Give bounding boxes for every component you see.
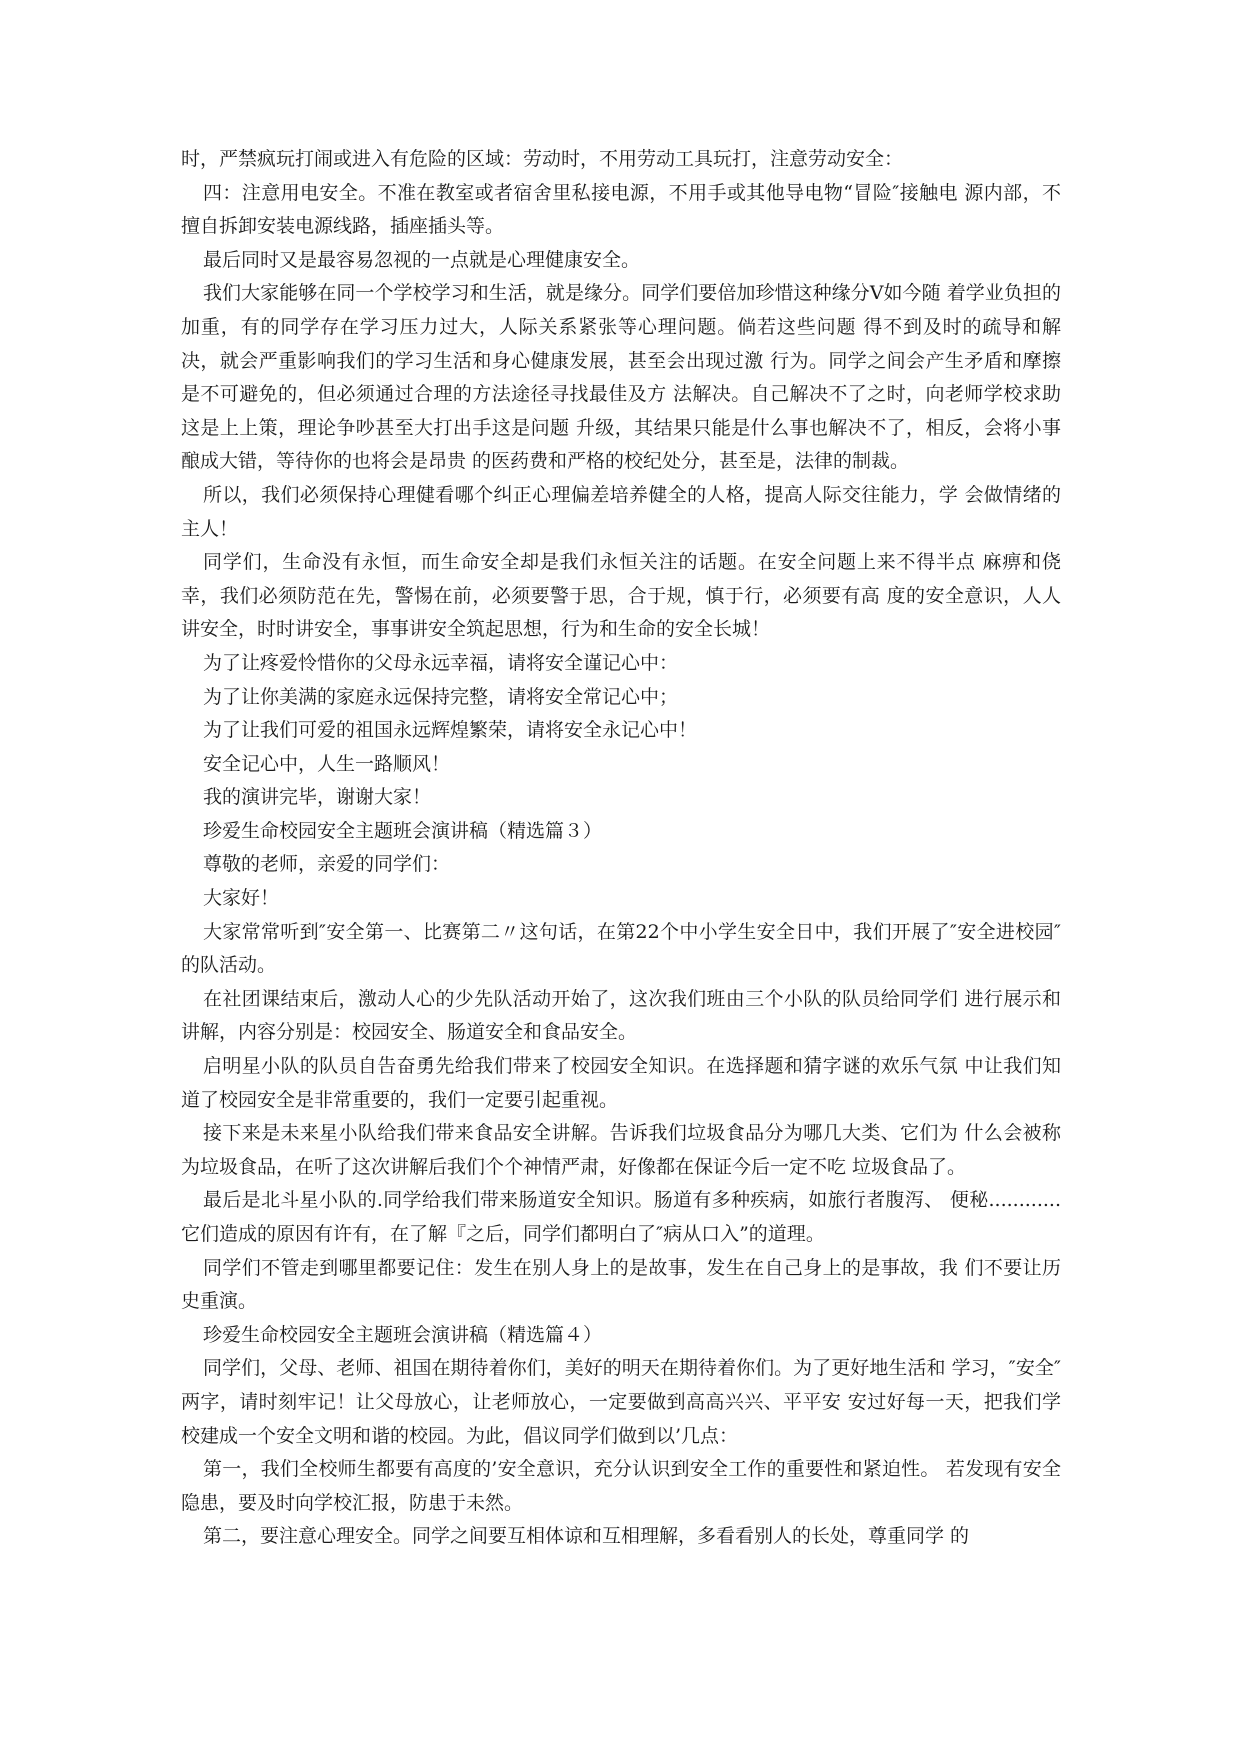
greeting: 大家好！ xyxy=(203,887,280,910)
paragraph: 同学们，生命没有永恒，而生命安全却是我们永恒关注的话题。在安全问题上来不得半点 麻痹和侥幸，我们必须防范在先，警惕在前，必须要警于思，合于规，慎于行，必须要有高 度的安全意识，人人讲安全，时时讲安全，事事讲安全筑起思想，行为和生命的安全长城！ xyxy=(181,551,1061,641)
paragraph: 最后同时又是最容易忽视的一点就是心理健康安全。 xyxy=(203,248,641,271)
paragraph: 最后是北斗星小队的.同学给我们带来肠道安全知识。肠道有多种疾病，如旅行者腹泻、 便秘............它们造成的原因有许有，在了解『之后，同学们都明白了″病从口入”的道理。 xyxy=(181,1189,1061,1245)
paragraph: 第二，要注意心理安全。同学之间要互相体谅和互相理解，多看看别人的长处，尊重同学 的 xyxy=(203,1525,970,1548)
section-title: 珍爱生命校园安全主题班会演讲稿（精选篇３） xyxy=(203,819,603,842)
paragraph: 我们大家能够在同一个学校学习和生活，就是缘分。同学们要倍加珍惜这种缘分Ⅴ如今随 着学业负担的加重，有的同学存在学习压力过大，人际关系紧张等心理问题。倘若这些问题 得不到及时的疏导和解决，就会严重影响我们的学习生活和身心健康发展，甚至会出现过激 行为。同学之间会产生矛盾和摩擦是不可避免的，但必须通过合理的方法途径寻找最佳及方 法解决。自己解决不了之时，向老师学校求助这是上上策，理论争吵甚至大打出手这是问题 升级，其结果只能是什么事也解决不了，相反，会将小事酿成大错，等待你的也将会是昂贵 的医药费和严格的校纪处分，甚至是，法律的制裁。 xyxy=(181,282,1061,473)
paragraph: 时，严禁疯玩打闹或进入有危险的区域：劳动时，不用劳动工具玩打，注意劳动安全： xyxy=(181,148,904,170)
paragraph: 我的演讲完毕，谢谢大家！ xyxy=(203,786,432,809)
paragraph: 所以，我们必须保持心理健看哪个纠正心理偏差培养健全的人格，提高人际交往能力，学 会做情绪的主人！ xyxy=(181,483,1061,540)
paragraph: 启明星小队的队员自告奋勇先给我们带来了校园安全知识。在选择题和猜字谜的欢乐气氛 中让我们知道了校园安全是非常重要的，我们一定要引起重视。 xyxy=(181,1055,1061,1111)
paragraph: 在社团课结束后，激动人心的少先队活动开始了，这次我们班由三个小队的队员给同学们 进行展示和讲解，内容分别是：校园安全、肠道安全和食品安全。 xyxy=(181,987,1061,1044)
paragraph: 大家常常听到″安全第一、比赛第二〃这句话，在第22个中小学生安全日中，我们开展了″安全进校园″的队活动。 xyxy=(181,920,1061,977)
paragraph: 安全记心中，人生一路顺风！ xyxy=(203,752,451,775)
paragraph: 同学们，父母、老师、祖国在期待着你们，美好的明天在期待着你们。为了更好地生活和 学习，″安全″两字，请时刻牢记！让父母放心，让老师放心，一定要做到高高兴兴、平平安 安过好每一天，把我们学校建成一个安全文明和谐的校园。为此，倡议同学们做到以’几点： xyxy=(181,1357,1061,1447)
salutation: 尊敬的老师，亲爱的同学们： xyxy=(203,853,451,876)
paragraph: 为了让疼爱怜惜你的父母永远幸福，请将安全谨记心中： xyxy=(203,651,679,674)
paragraph: 为了让我们可爱的祖国永远辉煌繁荣，请将安全永记心中！ xyxy=(203,719,698,742)
paragraph: 第一，我们全校师生都要有高度的’安全意识，充分认识到安全工作的重要性和紧迫性。 若发现有安全隐患，要及时向学校汇报，防患于未然。 xyxy=(181,1458,1061,1514)
paragraph: 接下来是未来星小队给我们带来食品安全讲解。告诉我们垃圾食品分为哪几大类、它们为 什么会被称为垃圾食品，在听了这次讲解后我们个个神情严肃，好像都在保证今后一定不吃 垃圾食品了。 xyxy=(181,1122,1061,1178)
section-title: 珍爱生命校园安全主题班会演讲稿（精选篇４） xyxy=(203,1323,603,1346)
paragraph: 同学们不管走到哪里都要记住：发生在别人身上的是故事，发生在自己身上的是事故，我 们不要让历史重演。 xyxy=(181,1256,1061,1313)
paragraph: 为了让你美满的家庭永远保持完整，请将安全常记心中； xyxy=(203,685,679,708)
body-text xyxy=(181,143,1061,1554)
paragraph: 四：注意用电安全。不准在教室或者宿舍里私接电源，不用手或其他导电物“冒险″接触电 源内部，不擅自拆卸安装电源线路，插座插头等。 xyxy=(181,181,1061,238)
